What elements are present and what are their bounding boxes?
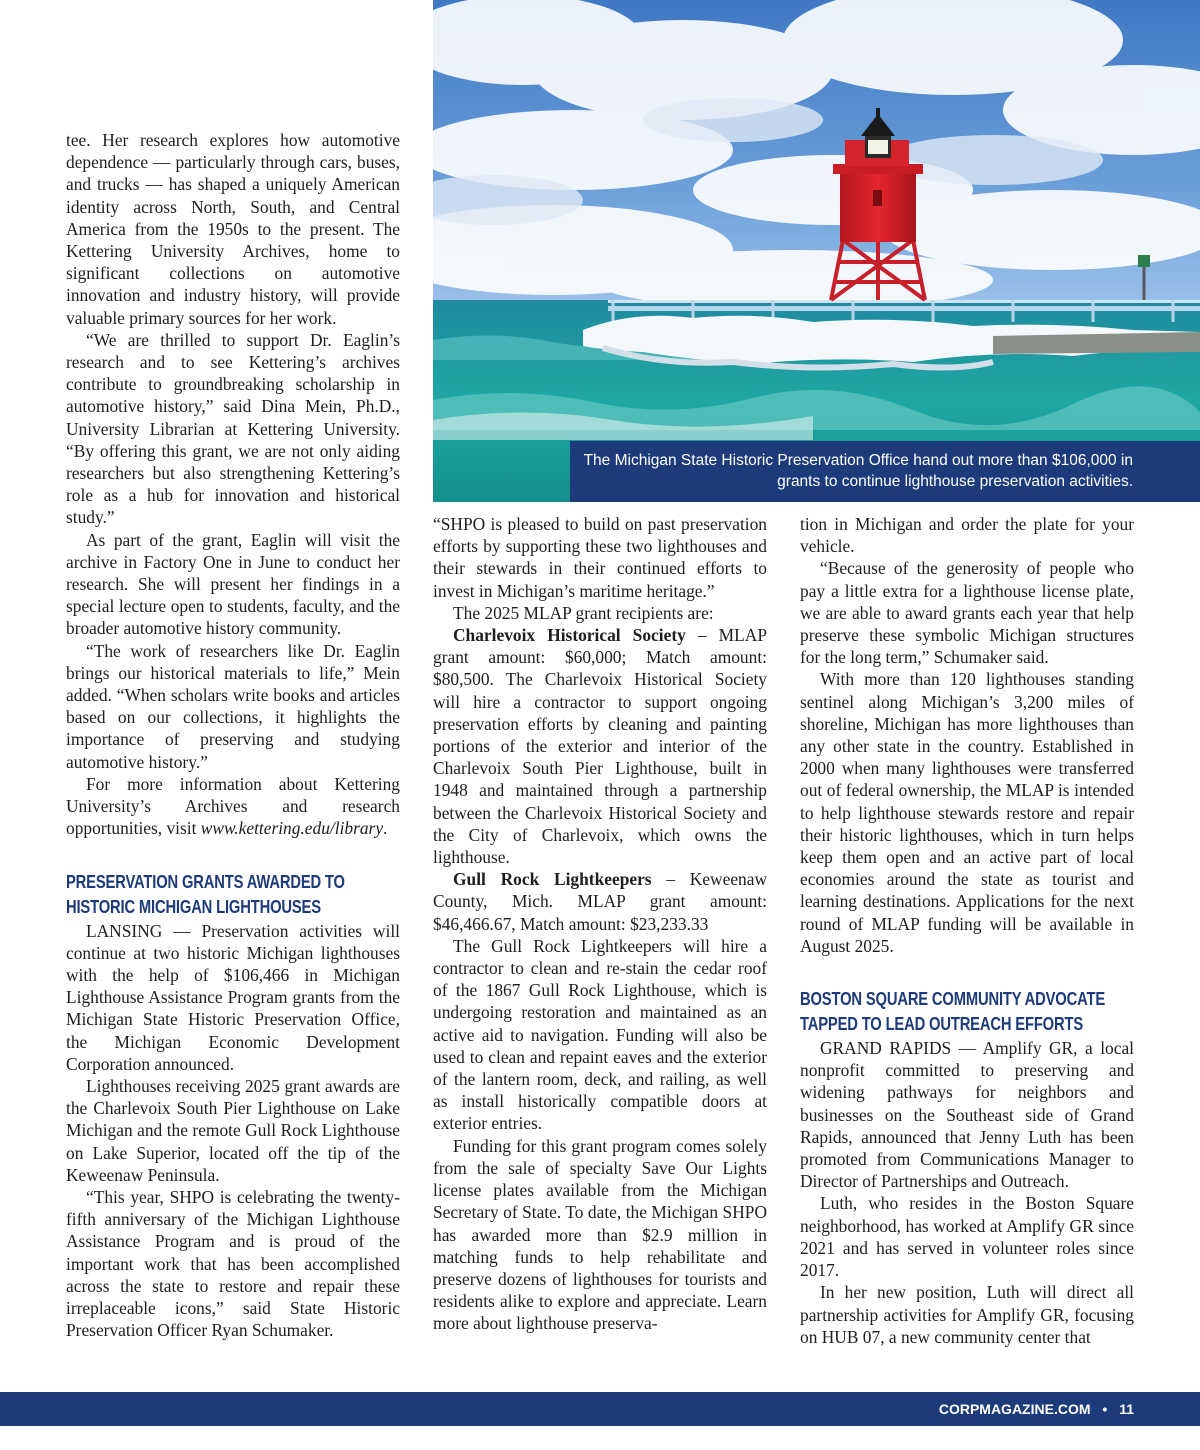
paragraph: Funding for this grant program comes solely from the sale of specialty Save Our Lights license plates available from the Michigan Secretary of State. To date, the Michigan SHPO has awarded more than $2.9 million in matching funds to help rehabilitate and preserve dozens of lighthouses for tourists and residents alike to explore and appreciate. Learn more about lighthouse preserva- bbox=[433, 1135, 767, 1334]
paragraph bbox=[66, 773, 400, 840]
paragraph bbox=[433, 624, 767, 868]
paragraph: “The work of researchers like Dr. Eaglin brings our historical materials to life,” Mein added. “When scholars write books and articles based on our collections, it highlights the importance of preserving and studying automotive history.” bbox=[66, 640, 400, 772]
paragraph: The 2025 MLAP grant recipients are: bbox=[453, 602, 714, 623]
footer-site-link[interactable]: CORPMAGAZINE.COM bbox=[938, 1401, 1091, 1417]
paragraph-text: . bbox=[383, 818, 388, 839]
page-footer bbox=[0, 1392, 1200, 1426]
lighthouse-photo bbox=[433, 0, 1200, 502]
lighthouse-photo-illustration bbox=[433, 0, 1200, 502]
paragraph: Lighthouses receiving 2025 grant awards are the Charlevoix South Pier Lighthouse on Lake Michigan and the remote Gull Rock Lighthouse on Lake Superior, located off the tip of the Keweenaw Peninsula. bbox=[66, 1075, 400, 1185]
kettering-library-link[interactable]: www.kettering.edu/library bbox=[200, 818, 384, 839]
paragraph: GRAND RAPIDS — Amplify GR, a local nonprofit committed to preserving and widening pathways for neighbors and businesses on the Southeast side of Grand Rapids, announced that Jenny Luth has been promoted from Communications Manager to Director of Partnerships and Outreach. bbox=[800, 1038, 1134, 1192]
paragraph: In her new position, Luth will direct all partnership activities for Amplify GR, focusing on HUB 07, a new community center that bbox=[800, 1282, 1134, 1347]
grantee-name: Charlevoix Historical Society bbox=[453, 625, 686, 646]
photo-caption: The Michigan State Historic Preservation Office hand out more than $106,000 in grants to continue lighthouse preservation activities. bbox=[570, 441, 1200, 502]
paragraph: With more than 120 lighthouses standing sentinel along Michigan’s 3,200 miles of shoreline, Michigan has more lighthouses than any other state in the country. Established in 2000 when many lighthouses were transferred out of federal ownership, the MLAP is intended to help lighthouse stewards restore and repair their historic lighthouses, which in turn helps keep them open and an active part of local economies around the state as tourist and learning destinations. Applications for the next round of MLAP funding will be available in August 2025. bbox=[800, 669, 1134, 956]
paragraph: As part of the grant, Eaglin will visit the archive in Factory One in June to conduct her research. She will present her findings in a special lecture open to students, faculty, and the broader automotive history community. bbox=[66, 529, 400, 639]
paragraph: LANSING — Preservation activities will continue at two historic Michigan lighthouses with the help of $106,466 in Michigan Lighthouse Assistance Program grants from the Michigan State Historic Preservation Office, the Michigan Economic Development Corporation announced. bbox=[66, 920, 400, 1074]
boston-square-heading: BOSTON SQUARE COMMUNITY ADVOCATE TAPPED TO LEAD OUTREACH EFFORTS bbox=[800, 989, 1106, 1035]
footer-separator: • bbox=[1102, 1401, 1108, 1417]
paragraph: “Because of the generosity of people who pay a little extra for a lighthouse license plate, we are able to award grants each year that help preserve these symbolic Michigan structures for the long term,” Schumaker said. bbox=[800, 558, 1134, 668]
paragraph: “This year, SHPO is celebrating the twenty-fifth anniversary of the Michigan Lighthouse Assistance Program and is proud of the important work that has been accomplished across the state to restore and repair these irreplaceable icons,” said State Historic Preservation Officer Ryan Schumaker. bbox=[66, 1186, 400, 1341]
paragraph-text: – MLAP grant amount: $60,000; Match amount: $80,500. The Charlevoix Historical Society will hire a contractor to support ongoing preservation efforts by cleaning and painting portions of the exterior and interior of the Charlevoix South Pier Lighthouse, built in 1948 and maintained through a partnership between the Charlevoix Historical Society and the City of Charlevoix, which owns the lighthouse. bbox=[433, 625, 767, 868]
article-column-2 bbox=[433, 513, 767, 1335]
paragraph: The Gull Rock Lightkeepers will hire a contractor to clean and re-stain the cedar roof of the 1867 Gull Rock Lighthouse, which is undergoing restoration and maintained as an active aid to navigation. Funding will also be used to clean and repaint eaves and the exterior of the lantern room, deck, and railing, as well as install historically compatible doors at exterior entries. bbox=[433, 935, 767, 1134]
paragraph-text: For more information about Kettering University’s Archives and research opportunities, visit bbox=[66, 773, 400, 839]
lighthouse-grants-heading: PRESERVATION GRANTS AWARDED TO HISTORIC MICHIGAN LIGHTHOUSES bbox=[66, 871, 345, 917]
paragraph: “We are thrilled to support Dr. Eaglin’s research and to see Kettering’s archives contribute to groundbreaking scholarship in automotive history,” said Dina Mein, Ph.D., University Librarian at Kettering University. “By offering this grant, we are not only aiding researchers but also strengthening Kettering’s role as a hub for innovation and historical study.” bbox=[66, 329, 400, 528]
paragraph: tion in Michigan and order the plate for your vehicle. bbox=[800, 514, 1134, 557]
lighthouse-tower bbox=[840, 172, 916, 242]
grantee-name: Gull Rock Lightkeepers bbox=[453, 869, 652, 890]
article-column-1 bbox=[66, 129, 400, 1341]
article-column-3 bbox=[800, 513, 1134, 1348]
paragraph: Luth, who resides in the Boston Square neighborhood, has worked at Amplify GR since 2021 and has served in volunteer roles since 2017. bbox=[800, 1193, 1134, 1281]
page-number: 11 bbox=[1119, 1401, 1134, 1417]
paragraph bbox=[433, 868, 767, 935]
paragraph-text: – Keweenaw County, Mich. MLAP grant amount: $46,466.67, Match amount: $23,233.33 bbox=[433, 869, 768, 934]
paragraph: “SHPO is pleased to build on past preservation efforts by supporting these two lighthouses and their stewards in their continued efforts to invest in Michigan’s maritime heritage.” bbox=[433, 514, 767, 601]
paragraph: tee. Her research explores how automotive dependence — particularly through cars, buses, and trucks — has shaped a uniquely American identity across North, South, and Central America from the 1950s to the present. The Kettering University Archives, home to significant collections on automotive innovation and industry history, will provide valuable primary sources for her work. bbox=[66, 130, 400, 328]
